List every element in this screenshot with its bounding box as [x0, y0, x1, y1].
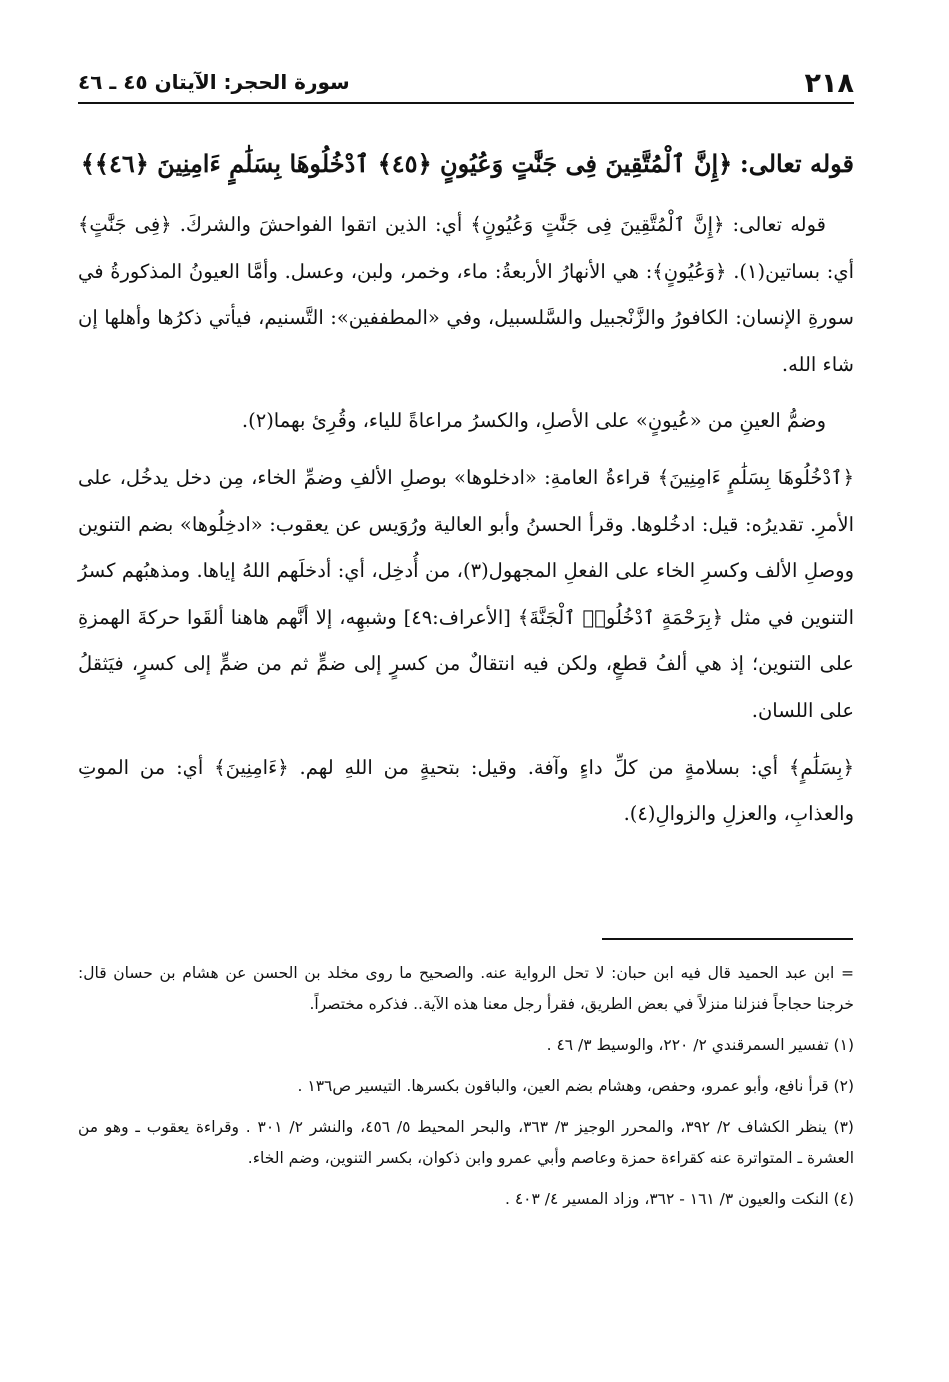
- page-number: ٢١٨: [804, 68, 854, 99]
- commentary-body: [78, 202, 854, 838]
- running-title: سورة الحجر: الآيتان ٤٥ ـ ٤٦: [78, 70, 350, 94]
- footnote-separator: [602, 938, 853, 940]
- verse-heading: [78, 140, 854, 188]
- page-header: [78, 62, 854, 104]
- footnote-3: (٣) ينظر الكشاف ٢/ ٣٩٢، والمحرر الوجيز ٣/ ٣٦٣، والبحر المحيط ٥/ ٤٥٦، والنشر ٢/ ٣٠١ . وقراءة يعقوب ـ وهو من العشرة ـ المتواترة عنه كقراءة حمزة وعاصم وأبي عمرو وابن ذكوان، بكسر التنوين، وضم الخاء.: [78, 1118, 854, 1167]
- footnote-4: (٤) النكت والعيون ٣/ ١٦١ - ٣٦٢، وزاد المسير ٤/ ٤٠٣ .: [504, 1190, 854, 1208]
- footnote-continuation: = ابن عبد الحميد قال فيه ابن حبان: لا تحل الرواية عنه. والصحيح ما روى مخلد بن الحسن عن هشام بن حسان قال: خرجنا حجاجاً فنزلنا منزلاً في بعض الطريق، فقرأ رجل معنا هذه الآية.. فذكره مختصراً.: [78, 964, 854, 1013]
- commentary-paragraph: ﴿ٱدْخُلُوهَا بِسَلَٰمٍ ءَامِنِينَ﴾ قراءةُ العامةِ: «ادخلوها» بوصلِ الألفِ وضمِّ الخاء، مِن دخل يدخُل، على الأمرِ. تقديرُه: قيل: ادخُلوها. وقرأ الحسنُ وأبو العالية ورُوَيس عن يعقوب: «ادخِلُوها» بضم التنوين ووصلِ الألف وكسرِ الخاء على الفعلِ المجهول(٣)، من أُدخِل، أي: أدخلَهم اللهُ إياها. ومذهبُهم كسرُ التنوين في مثل ﴿بِرَحْمَةٍ ٱدْخُلُوا۟ ٱلْجَنَّةَ﴾ [الأعراف:٤٩] وشبهِه، إلا أنَّهم هاهنا ألقَوا حركةَ الهمزةِ على التنوين؛ إذ هي ألفُ قطعٍ، ولكن فيه انتقالٌ من كسرٍ إلى ضمٍّ ثم من ضمٍّ إلى كسرٍ، فيَثقلُ على اللسان.: [78, 465, 854, 722]
- verse-heading-quran-text: ﴿إِنَّ ٱلْمُتَّقِينَ فِى جَنَّٰتٍ وَعُيُونٍ ﴿٤٥﴾ ٱدْخُلُوهَا بِسَلَٰمٍ ءَامِنِينَ ﴿٤٦﴾﴾: [80, 149, 733, 178]
- commentary-paragraph: قوله تعالى: ﴿إِنَّ ٱلْمُتَّقِينَ فِى جَنَّٰتٍ وَعُيُونٍ﴾ أي: الذين اتقوا الفواحشَ والشركَ. ﴿فِى جَنَّٰتٍ﴾ أي: بساتين(١). ﴿وَعُيُونٍ﴾: هي الأنهارُ الأربعةُ: ماء، وخمر، ولبن، وعسل. وأمَّا العيونُ المذكورةُ في سورةِ الإنسان: الكافورُ والزَّنْجبيل والسَّلسبيل، وفي «المطففين»: التَّسنيم، فيأتي ذكرُها وأهلها إن شاء الله.: [78, 213, 854, 376]
- footnote-1: (١) تفسير السمرقندي ٢/ ٢٢٠، والوسيط ٣/ ٤٦ .: [546, 1036, 854, 1054]
- footnotes: [78, 958, 854, 1215]
- footnote-2: (٢) قرأ نافع، وأبو عمرو، وحفص، وهشام بضم العين، والباقون بكسرها. التيسير ص١٣٦ .: [297, 1077, 854, 1095]
- commentary-paragraph: ﴿بِسَلَٰمٍ﴾ أي: بسلامةٍ من كلِّ داءٍ وآفة. وقيل: بتحيةٍ من اللهِ لهم. ﴿ءَامِنِينَ﴾ أي: من الموتِ والعذابِ، والعزلِ والزوالِ(٤).: [78, 755, 854, 826]
- verse-heading-lead: قوله تعالى:: [739, 149, 854, 178]
- commentary-paragraph: وضمُّ العينِ من «عُيونٍ» على الأصلِ، والكسرُ مراعاةً للياء، وقُرِئ بهما(٢).: [241, 409, 826, 433]
